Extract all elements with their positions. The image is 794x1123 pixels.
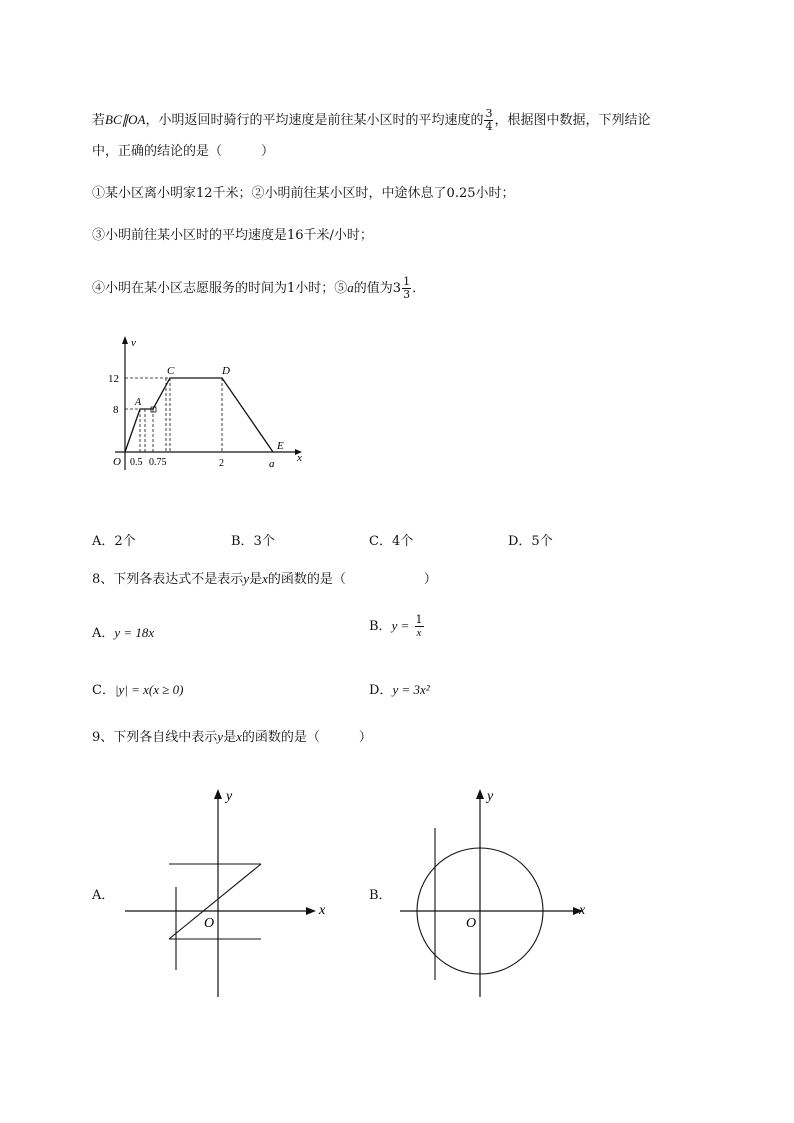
q8-d-label: D．	[369, 683, 393, 698]
q9b-x-label: x	[579, 903, 586, 918]
q9-option-b[interactable]: B．	[369, 888, 392, 903]
q8-b-label: B．	[369, 619, 392, 634]
q7-xtick-05: 0.5	[130, 457, 143, 468]
q7-s4-fraction	[402, 276, 411, 301]
q8-option-b[interactable]	[369, 614, 425, 639]
q7-point-b: B	[145, 409, 152, 420]
q7-xtick-075: 0.75	[149, 457, 167, 468]
q7-line1-mid: ，小明返回时骑行的平均速度是前往某小区时的平均速度的	[145, 113, 484, 128]
q8-stem-pre: 8、下列各表达式不是表示	[92, 572, 244, 587]
q7-point-d: D	[222, 365, 230, 377]
q7-origin-label: O	[113, 456, 121, 468]
q8-stem-post: 的函数的是（ ）	[267, 572, 437, 587]
q9-graph-a[interactable]	[120, 785, 335, 1000]
q9-option-a[interactable]: A．	[92, 888, 115, 903]
q8-a-expr: y = 18x	[114, 625, 155, 640]
q7-point-a: A	[135, 397, 142, 408]
q7-s4-mid: 的值为3	[353, 281, 402, 296]
q9-stem-y: y	[217, 729, 224, 744]
q7-s4-prefix: ④小明在某小区志愿服务的时间为1小时；⑤	[92, 281, 348, 296]
q7-y-arrow	[122, 336, 128, 344]
q8-b-expr: y =	[391, 618, 410, 633]
q7-condition: BC∥OA	[105, 112, 146, 127]
q8-stem-mid: 是	[249, 572, 263, 587]
q7-xtick-2: 2	[219, 458, 224, 469]
q7-ytick-8: 8	[113, 404, 119, 416]
q8-stem-y: y	[243, 571, 250, 586]
q8-c-label: C．	[92, 683, 115, 698]
q8-b-den: x	[416, 627, 422, 639]
q8-option-d[interactable]	[369, 679, 430, 698]
q8-option-c[interactable]	[92, 679, 183, 698]
q7-line1	[92, 108, 651, 133]
q9b-y-arrow	[476, 789, 484, 799]
q9b-y-label: y	[487, 789, 494, 804]
q8-b-fraction	[415, 614, 424, 639]
q9b-origin: O	[466, 916, 477, 931]
q7-point-e: E	[277, 440, 284, 452]
q7-option-b[interactable]: B．3个	[231, 534, 275, 549]
q9a-y-label: y	[226, 789, 233, 804]
q8-d-expr: y = 3x²	[392, 682, 430, 697]
q7-statement-1-2: ①某小区离小明家12千米；②小明前往某小区时，中途休息了0.25小时；	[92, 186, 515, 201]
q9-stem-x: x	[236, 729, 242, 744]
q7-x-axis-label: x	[297, 452, 302, 464]
q7-option-d[interactable]: D．5个	[508, 534, 553, 549]
q8-stem	[92, 571, 437, 588]
q9-graph-b[interactable]	[395, 785, 595, 1000]
q9-stem-post: 的函数的是（ ）	[241, 730, 372, 745]
q7-statement-3: ③小明前往某小区时的平均速度是16千米/小时；	[92, 228, 373, 243]
q7-line2: 中，正确的结论的是（ ）	[92, 144, 275, 159]
q7-ytick-12: 12	[108, 373, 119, 385]
q7-frac-num: 3	[485, 107, 493, 120]
q8-b-num: 1	[415, 613, 423, 626]
q7-xtick-a: a	[269, 458, 275, 470]
q7-y-axis-label: v	[131, 337, 136, 349]
q7-option-a[interactable]: A．2个	[92, 534, 136, 549]
q9a-x-arrow	[306, 907, 316, 915]
q7-option-c[interactable]: C．4个	[369, 534, 414, 549]
q8-c-expr: |y| = x(x ≥ 0)	[114, 682, 184, 697]
q9-stem-mid: 是	[223, 730, 237, 745]
q8-option-a[interactable]	[92, 622, 154, 641]
q9a-diagonal-line	[169, 864, 261, 939]
q7-s4-post: ．	[412, 281, 426, 296]
q7-s4-frac-num: 1	[403, 275, 411, 288]
q7-point-c: C	[167, 365, 175, 377]
q7-prefix: 若	[92, 113, 106, 128]
q7-s4-frac-den: 3	[403, 288, 411, 301]
q9a-x-label: x	[319, 903, 326, 918]
q7-line1-post: ，根据图中数据，下列结论	[494, 113, 651, 128]
q9-stem-pre: 9、下列各自线中表示	[92, 730, 218, 745]
q9a-y-arrow	[214, 789, 222, 799]
q7-statement-4-5	[92, 276, 425, 301]
q7-fraction	[484, 108, 493, 133]
q7-speed-graph	[105, 332, 305, 477]
q9a-origin: O	[204, 916, 215, 931]
q8-stem-x: x	[262, 571, 268, 586]
q7-s4-var: a	[347, 280, 354, 295]
q8-a-label: A．	[92, 626, 115, 641]
q7-frac-den: 4	[485, 120, 493, 133]
q9-stem	[92, 729, 372, 746]
